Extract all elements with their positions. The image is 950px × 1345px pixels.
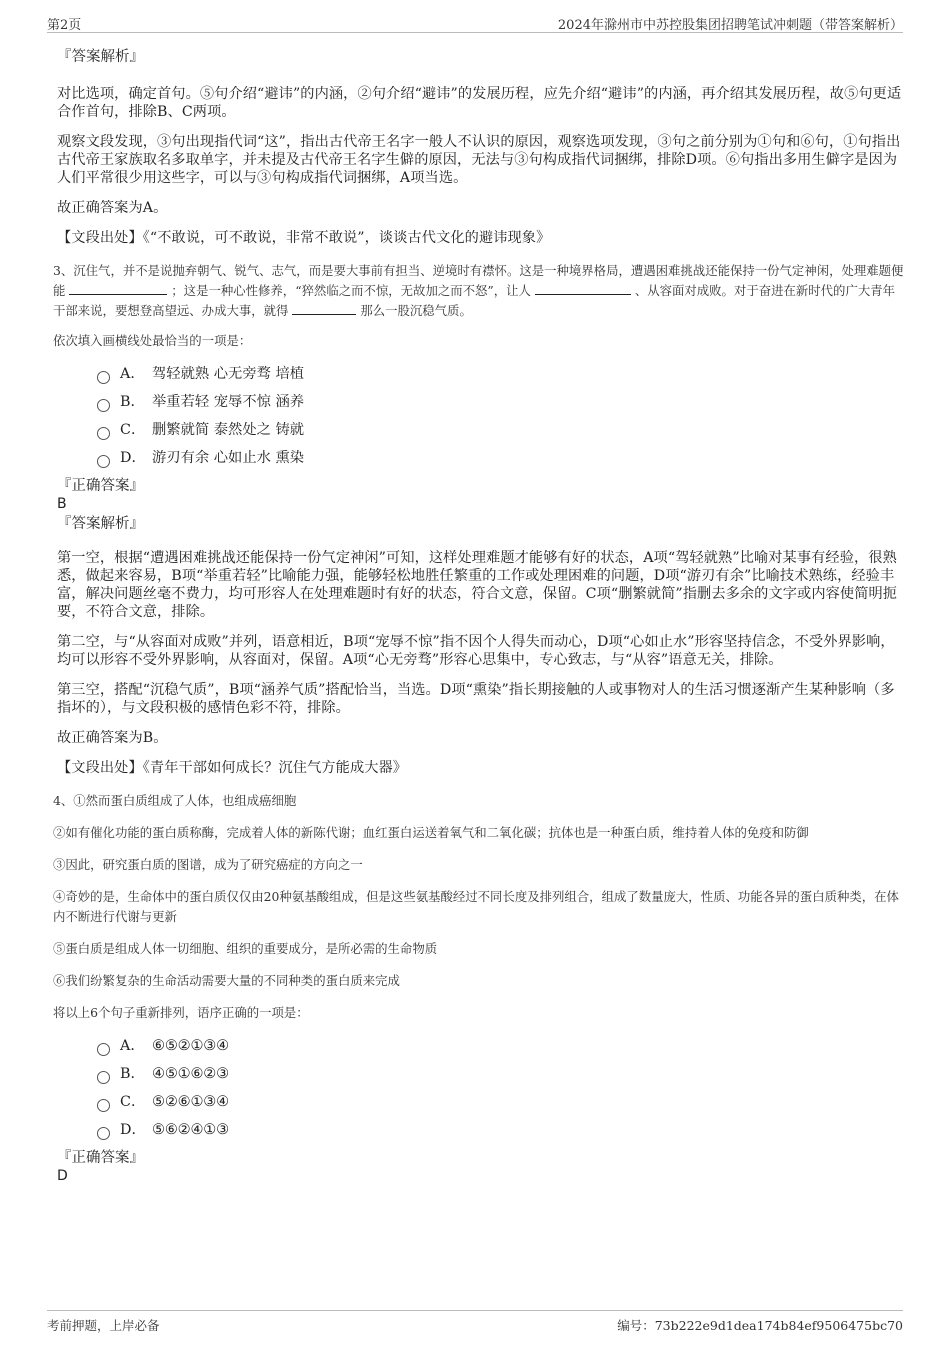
q3-option-a[interactable] xyxy=(97,365,905,383)
q4-option-b[interactable] xyxy=(97,1065,905,1083)
q3-conclusion: 故正确答案为B。 xyxy=(57,730,168,746)
option-letter: C． xyxy=(120,1094,146,1110)
footer-slogan: 考前押题，上岸必备 xyxy=(47,1318,160,1333)
option-text: 游刃有余 心如止水 熏染 xyxy=(152,450,305,466)
q3-analysis-label: 『答案解析』 xyxy=(57,516,144,532)
q4-sentence-4: ④奇妙的是，生命体中的蛋白质仅仅由20种氨基酸组成，但是这些氨基酸经过不同长度及排列组合，组成了数量庞大，性质、功能各异的蛋白质种类，在体内不断进行代谢与更新 xyxy=(53,889,899,924)
option-text: 驾轻就熟 心无旁骛 培植 xyxy=(152,366,305,382)
q3-stem-part3: 、从容面对成败。对于奋进在新时代的广大青年干部来说，要想登高望远、办成大事，就得 xyxy=(53,283,896,318)
radio-icon[interactable] xyxy=(97,1127,110,1140)
q3-stem xyxy=(53,261,905,321)
option-letter: D． xyxy=(120,450,146,466)
q4-option-d[interactable] xyxy=(97,1121,905,1139)
radio-icon[interactable] xyxy=(97,1043,110,1056)
option-text: ④⑤①⑥②③ xyxy=(152,1066,229,1082)
document-title: 2024年滁州市中苏控股集团招聘笔试冲刺题（带答案解析） xyxy=(557,18,903,33)
radio-icon[interactable] xyxy=(97,455,110,468)
radio-icon[interactable] xyxy=(97,399,110,412)
option-letter: D． xyxy=(120,1122,146,1138)
page-content xyxy=(53,44,905,1185)
q3-source: 【文段出处】《青年干部如何成长？沉住气方能成大器》 xyxy=(57,760,408,776)
radio-icon[interactable] xyxy=(97,1099,110,1112)
q3-analysis-para3: 第三空，搭配“沉稳气质”，B项“涵养气质”搭配恰当，当选。D项“熏染”指长期接触的人或事物对人的生活习惯逐渐产生某种影响（多指坏的），与文段积极的感情色彩不符，排除。 xyxy=(57,682,895,716)
q3-option-b[interactable] xyxy=(97,393,905,411)
option-letter: A． xyxy=(120,1038,145,1054)
q2-analysis-label: 『答案解析』 xyxy=(57,49,144,65)
page-header xyxy=(47,12,903,33)
q4-option-c[interactable] xyxy=(97,1093,905,1111)
q4-correct-answer: D xyxy=(57,1168,68,1184)
option-letter: A． xyxy=(120,366,145,382)
q4-sentence-3: ③因此，研究蛋白质的图谱，成为了研究癌症的方向之一 xyxy=(53,857,363,872)
q3-stem-part1: 3、沉住气，并不是说抛弃朝气、锐气、志气，而是要大事前有担当、逆境时有襟怀。这是一种境界格局，遭遇困难挑战还能保持一份气定神闲，处理难题便能 xyxy=(53,263,904,298)
q3-option-c[interactable] xyxy=(97,421,905,439)
option-text: ⑤②⑥①③④ xyxy=(152,1094,229,1110)
q2-conclusion: 故正确答案为A。 xyxy=(57,200,168,216)
q4-options xyxy=(97,1037,905,1139)
q2-analysis-para2: 观察文段发现，③句出现指代词“这”，指出古代帝王名字一般人不认识的原因，观察选项发现，③句之前分别为①句和⑥句，①句指出古代帝王家族取名多取单字，并未提及古代帝王名字生僻的原因，无法与③句构成指代词捆绑，排除D项。⑥句指出多用生僻字是因为人们平常很少用这些字，可以与③句构成指代词捆绑，A项当选。 xyxy=(57,134,901,186)
q4-sentence-1: 4、①然而蛋白质组成了人体，也组成癌细胞 xyxy=(53,793,297,808)
radio-icon[interactable] xyxy=(97,371,110,384)
option-letter: C． xyxy=(120,422,146,438)
q3-blank-2 xyxy=(535,282,631,295)
document-code: 编号：73b222e9d1dea174b84ef9506475bc70 xyxy=(617,1318,903,1333)
q4-option-a[interactable] xyxy=(97,1037,905,1055)
q3-blank-3 xyxy=(292,302,356,315)
radio-icon[interactable] xyxy=(97,427,110,440)
q2-source: 【文段出处】《“不敢说，可不敢说，非常不敢说”，谈谈古代文化的避讳现象》 xyxy=(57,230,551,246)
option-text: ⑥⑤②①③④ xyxy=(152,1038,229,1054)
q4-sentence-6: ⑥我们纷繁复杂的生命活动需要大量的不同种类的蛋白质来完成 xyxy=(53,973,400,988)
q3-analysis-para1: 第一空，根据“遭遇困难挑战还能保持一份气定神闲”可知，这样处理难题才能够有好的状态，A项“驾轻就熟”比喻对某事有经验，很熟悉，做起来容易，B项“举重若轻”比喻能力强，能够轻松地胜任繁重的工作或处理困难的问题，D项“游刃有余”比喻技术熟练，经验丰富，解决问题丝毫不费力，均可形容人在处理难题时有好的状态，符合文意，保留。C项“删繁就简”指删去多余的文字或内容使简明扼要，不符合文意，排除。 xyxy=(57,550,898,620)
q3-stem-part4: 那么一股沉稳气质。 xyxy=(360,303,472,318)
option-letter: B． xyxy=(120,394,145,410)
option-text: 举重若轻 宠辱不惊 涵养 xyxy=(152,394,305,410)
q3-correct-label: 『正确答案』 xyxy=(57,478,144,494)
q3-instruction: 依次填入画横线处最恰当的一项是： xyxy=(53,333,252,348)
option-text: ⑤⑥②④①③ xyxy=(152,1122,229,1138)
q3-option-d[interactable] xyxy=(97,449,905,467)
q4-sentence-5: ⑤蛋白质是组成人体一切细胞、组织的重要成分，是所必需的生命物质 xyxy=(53,941,438,956)
q3-options xyxy=(97,365,905,467)
q4-sentence-2: ②如有催化功能的蛋白质称酶，完成着人体的新陈代谢；血红蛋白运送着氧气和二氧化碳；抗体也是一种蛋白质，维持着人体的免疫和防御 xyxy=(53,825,809,840)
q4-instruction: 将以上6个句子重新排列，语序正确的一项是： xyxy=(53,1005,309,1020)
option-letter: B． xyxy=(120,1066,145,1082)
q3-blank-1 xyxy=(69,282,167,295)
page-number: 第2页 xyxy=(47,18,82,33)
q3-correct-answer: B xyxy=(57,496,67,512)
page-footer xyxy=(47,1310,903,1335)
radio-icon[interactable] xyxy=(97,1071,110,1084)
q4-correct-label: 『正确答案』 xyxy=(57,1150,144,1166)
q3-analysis-para2: 第二空，与“从容面对成败”并列，语意相近，B项“宠辱不惊”指不因个人得失而动心，D项“心如止水”形容坚持信念，不受外界影响，均可以形容不受外界影响，从容面对，保留。A项“心无旁骛”形容心思集中，专心致志，与“从容”语意无关，排除。 xyxy=(57,634,895,668)
q3-stem-part2: ；这是一种心性修养，“猝然临之而不惊，无故加之而不怒”，让人 xyxy=(171,283,531,298)
q2-analysis-para1: 对比选项，确定首句。⑤句介绍“避讳”的内涵，②句介绍“避讳”的发展历程，应先介绍“避讳”的内涵，再介绍其发展历程，故⑤句更适合作首句，排除B、C两项。 xyxy=(57,86,902,120)
option-text: 删繁就简 泰然处之 铸就 xyxy=(152,422,305,438)
